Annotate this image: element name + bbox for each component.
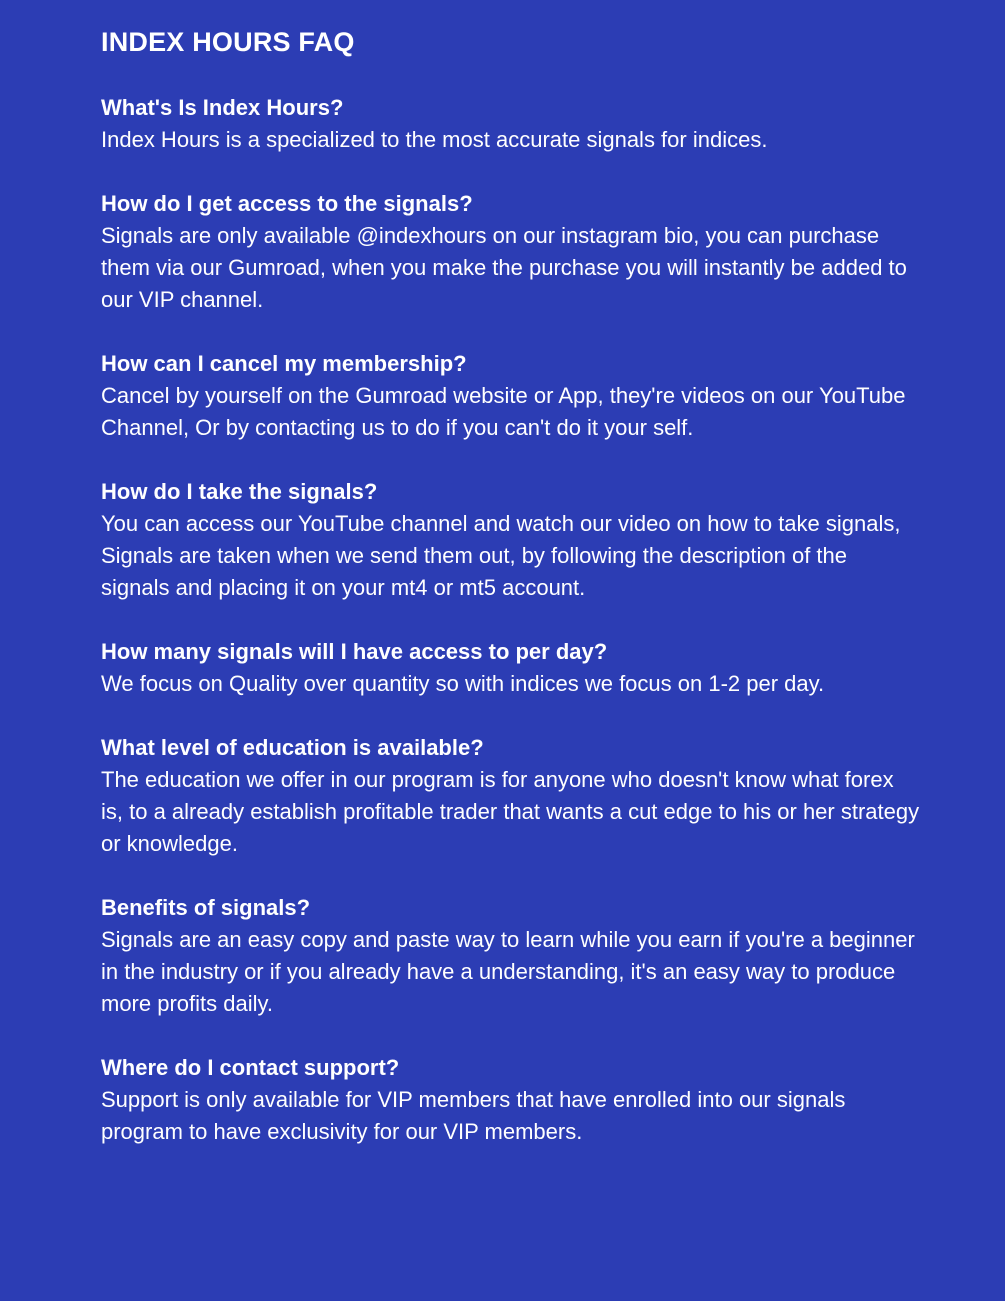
faq-item-what-is-index-hours bbox=[101, 92, 921, 156]
faq-item-contact-support bbox=[101, 1052, 921, 1148]
faq-item-take-signals bbox=[101, 476, 921, 604]
faq-answer: Signals are an easy copy and paste way to learn while you earn if you're a beginner in the industry or if you already have a understanding, it's an easy way to produce more profits daily. bbox=[101, 927, 915, 1016]
faq-question: Benefits of signals? bbox=[101, 895, 311, 920]
faq-question: Where do I contact support? bbox=[101, 1055, 400, 1080]
faq-question: What level of education is available? bbox=[101, 735, 484, 760]
faq-item-access-signals bbox=[101, 188, 921, 316]
faq-item-cancel-membership bbox=[101, 348, 921, 444]
faq-answer: Index Hours is a specialized to the most accurate signals for indices. bbox=[101, 127, 768, 152]
faq-item-benefits bbox=[101, 892, 921, 1020]
faq-question: How many signals will I have access to per day? bbox=[101, 639, 608, 664]
faq-item-education-level bbox=[101, 732, 921, 860]
faq-question: How do I get access to the signals? bbox=[101, 191, 473, 216]
faq-question: How can I cancel my membership? bbox=[101, 351, 467, 376]
faq-answer: Support is only available for VIP members that have enrolled into our signals program to have exclusivity for our VIP members. bbox=[101, 1087, 846, 1144]
faq-answer: We focus on Quality over quantity so with indices we focus on 1-2 per day. bbox=[101, 671, 825, 696]
faq-answer: Signals are only available @indexhours on our instagram bio, you can purchase them via our Gumroad, when you make the purchase you will instantly be added to our VIP channel. bbox=[101, 223, 907, 312]
faq-question: What's Is Index Hours? bbox=[101, 95, 344, 120]
faq-answer: The education we offer in our program is for anyone who doesn't know what forex is, to a already establish profitable trader that wants a cut edge to his or her strategy or knowledge. bbox=[101, 767, 920, 856]
faq-question: How do I take the signals? bbox=[101, 479, 378, 504]
faq-item-signals-per-day bbox=[101, 636, 921, 700]
faq-answer: Cancel by yourself on the Gumroad website or App, they're videos on our YouTube Channel, Or by contacting us to do if you can't do it your self. bbox=[101, 383, 906, 440]
faq-answer: You can access our YouTube channel and watch our video on how to take signals, Signals are taken when we send them out, by following the description of the signals and placing it on your mt4 or mt5 account. bbox=[101, 511, 901, 600]
page-title: INDEX HOURS FAQ bbox=[101, 27, 355, 57]
